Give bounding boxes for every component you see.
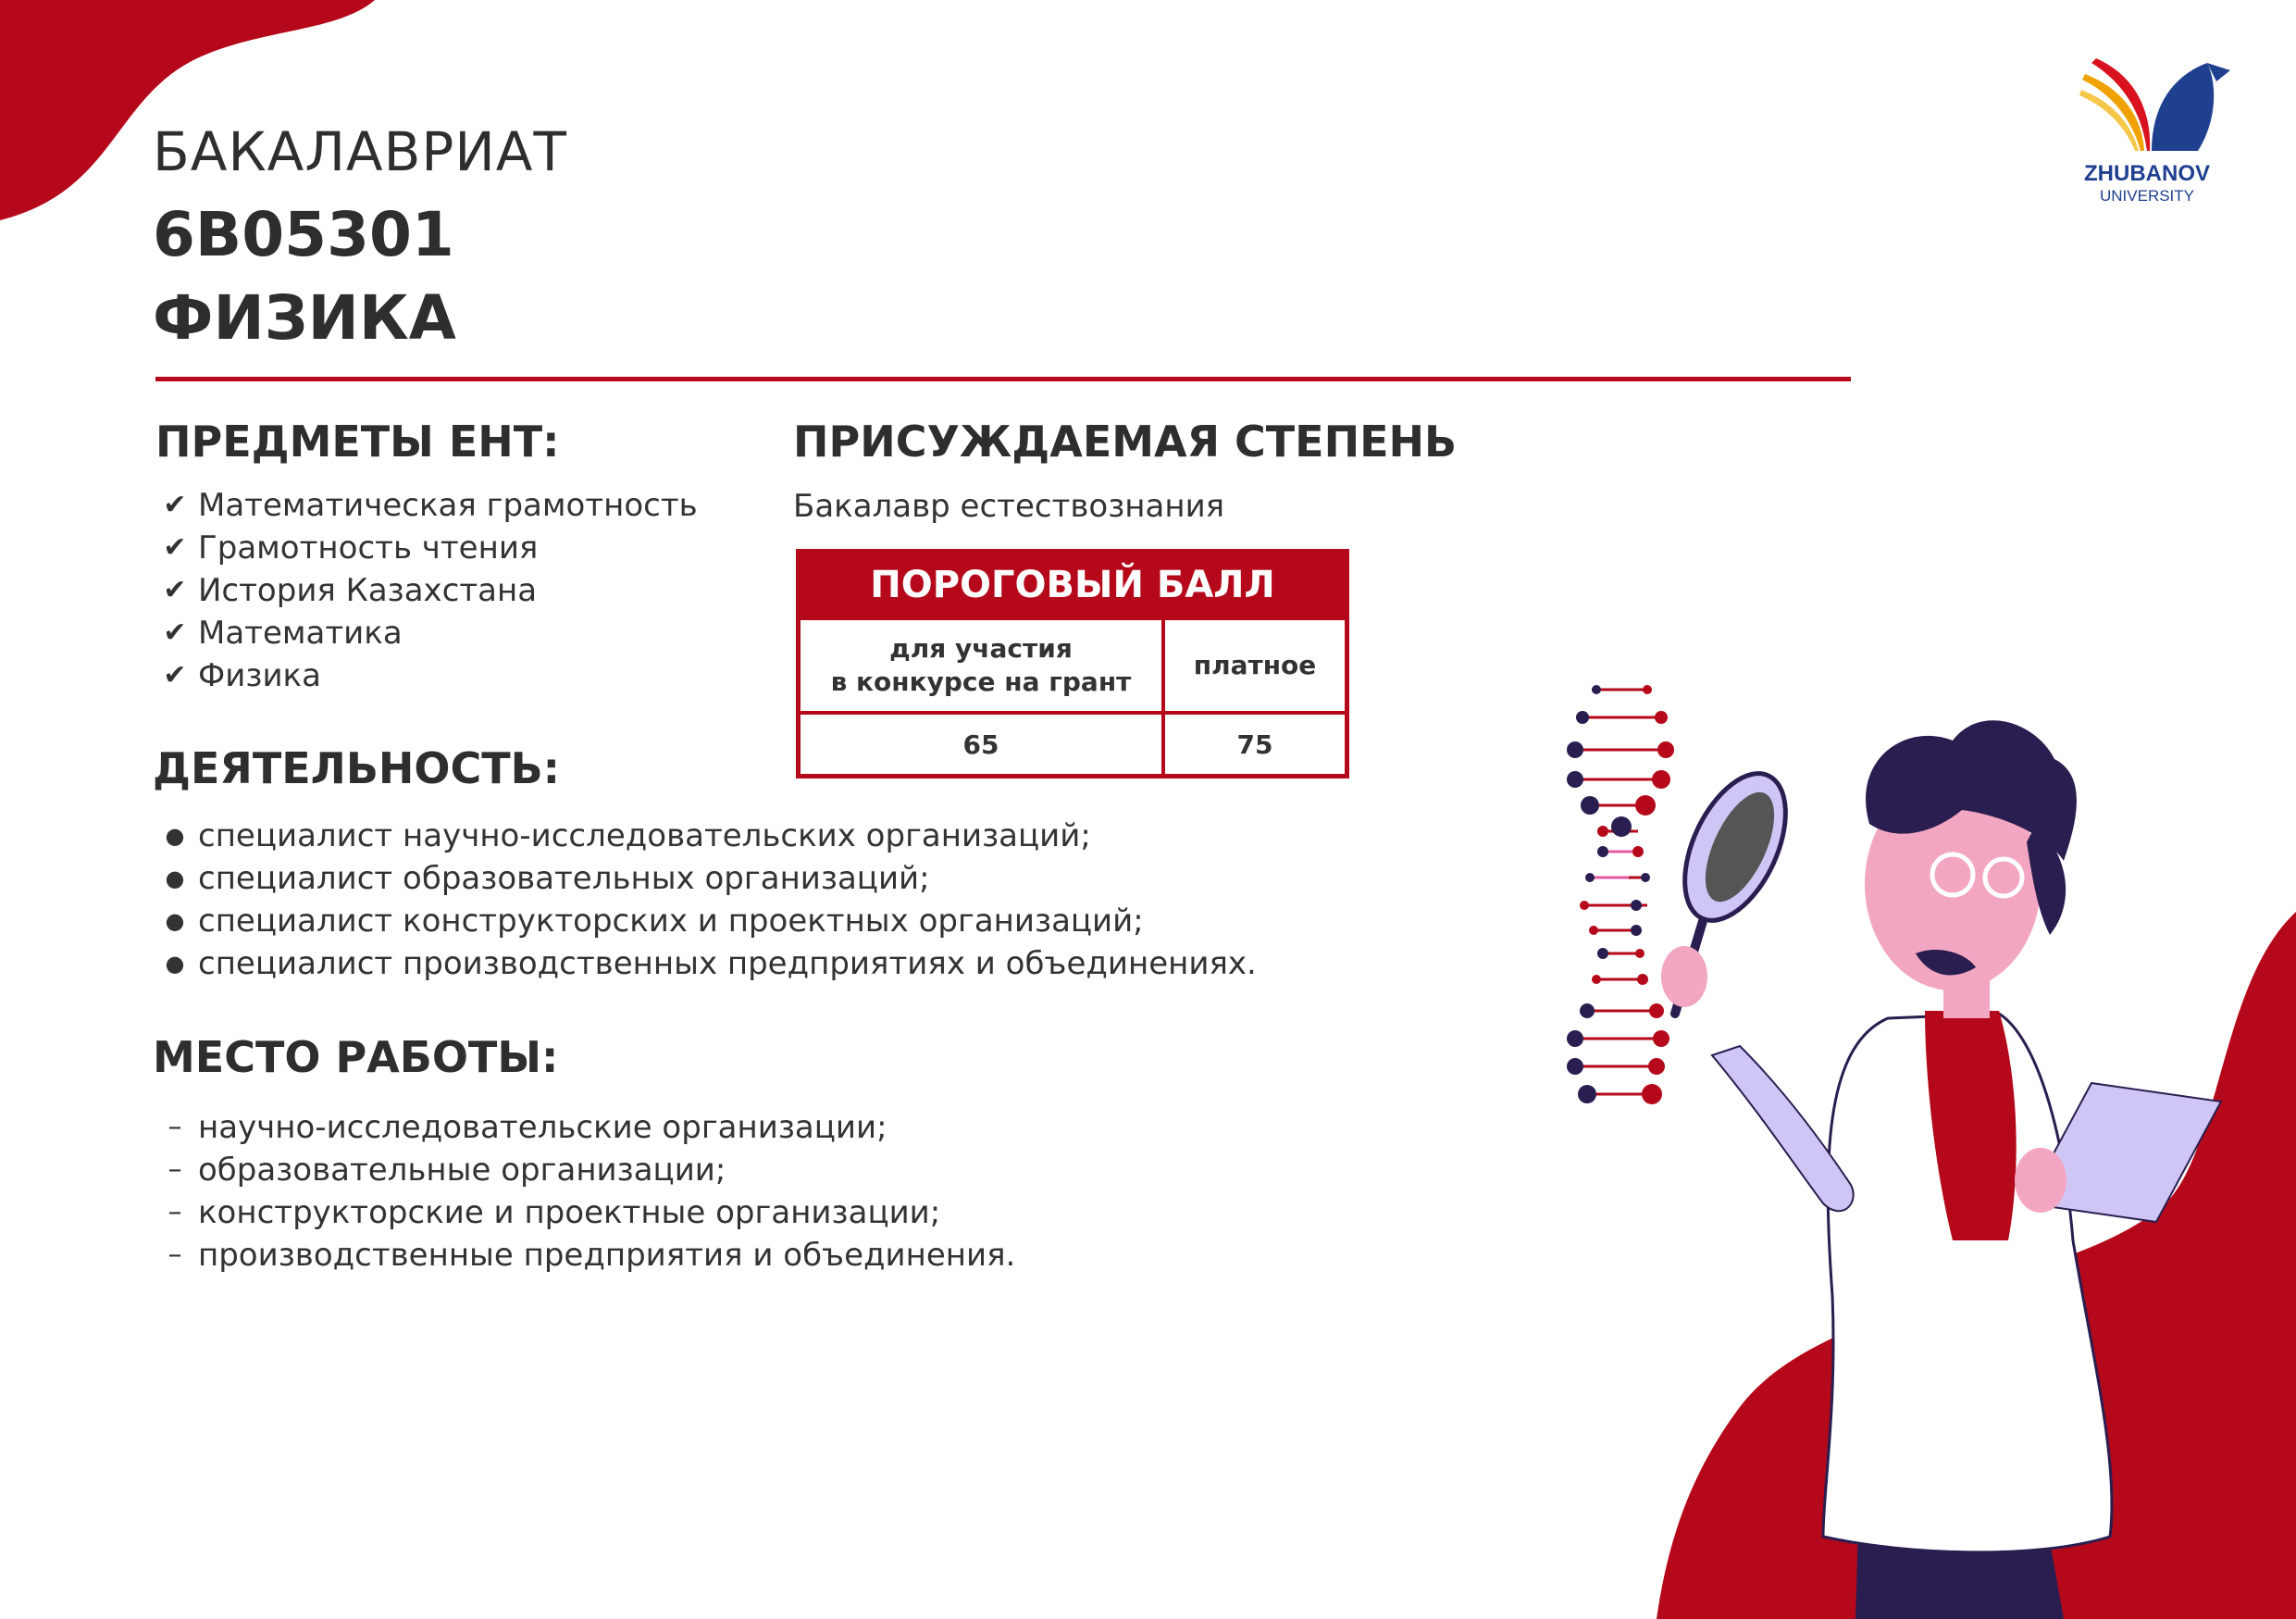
corner-shape-top-left	[0, 0, 389, 227]
list-item: ✔ Физика	[155, 654, 698, 697]
activity-title: ДЕЯТЕЛЬНОСТЬ:	[153, 743, 561, 793]
degree-title: ПРИСУЖДАЕМАЯ СТЕПЕНЬ	[793, 417, 1458, 467]
dash-icon: –	[168, 1239, 182, 1271]
grant-value-cell: 65	[799, 713, 1164, 777]
dash-icon: –	[168, 1196, 182, 1228]
program-code: 6В05301	[153, 199, 454, 270]
check-icon: ✔	[163, 659, 187, 691]
degree-value: Бакалавр естествознания	[793, 488, 1225, 525]
logo-emblem-icon	[2059, 54, 2235, 156]
list-item: ● специалист производственных предприятиях и объединениях.	[155, 942, 1257, 985]
paid-header-cell: платное	[1163, 618, 1347, 713]
magnifier-icon	[1661, 758, 1806, 1014]
subjects-list	[155, 484, 698, 697]
dna-helix-icon	[1567, 685, 1674, 1104]
bullet-icon: ●	[165, 823, 185, 849]
list-item: – научно-исследовательские организации;	[155, 1106, 1015, 1149]
bullet-icon: ●	[165, 951, 185, 977]
grant-label-line2: в конкурсе на грант	[830, 666, 1132, 697]
university-logo	[2059, 54, 2235, 205]
threshold-table	[796, 549, 1349, 778]
degree-level-title: БАКАЛАВРИАТ	[153, 120, 567, 183]
grant-header-cell	[799, 618, 1164, 713]
list-item: ● специалист конструкторских и проектных организаций;	[155, 900, 1257, 942]
check-icon: ✔	[163, 574, 187, 606]
check-icon: ✔	[163, 531, 187, 564]
dash-icon: –	[168, 1111, 182, 1143]
list-item: ✔ Математика	[155, 612, 698, 654]
scientist-illustration	[1518, 648, 2296, 1619]
program-name: ФИЗИКА	[153, 282, 456, 354]
workplace-title: МЕСТО РАБОТЫ:	[153, 1032, 559, 1082]
list-item: ● специалист научно-исследовательских организаций;	[155, 815, 1257, 857]
workplace-list	[155, 1106, 1015, 1277]
list-item: ● специалист образовательных организаций;	[155, 857, 1257, 900]
list-item: – производственные предприятия и объединения.	[155, 1234, 1015, 1277]
list-item: ✔ Грамотность чтения	[155, 527, 698, 569]
dash-icon: –	[168, 1153, 182, 1186]
subjects-title: ПРЕДМЕТЫ ЕНТ:	[155, 417, 560, 467]
logo-text-line1: ZHUBANOV	[2084, 161, 2210, 186]
check-icon: ✔	[163, 616, 187, 649]
list-item: ✔ История Казахстана	[155, 569, 698, 612]
logo-text-line2: UNIVERSITY	[2099, 187, 2195, 205]
grant-label-line1: для участия	[889, 633, 1073, 664]
check-icon: ✔	[163, 489, 187, 521]
bullet-icon: ●	[165, 866, 185, 891]
list-item: – конструкторские и проектные организации;	[155, 1191, 1015, 1234]
activity-list	[155, 815, 1257, 985]
paid-value-cell: 75	[1163, 713, 1347, 777]
bullet-icon: ●	[165, 908, 185, 934]
header-divider	[155, 377, 1851, 381]
list-item: ✔ Математическая грамотность	[155, 484, 698, 527]
threshold-title: ПОРОГОВЫЙ БАЛЛ	[799, 552, 1347, 619]
list-item: – образовательные организации;	[155, 1149, 1015, 1191]
